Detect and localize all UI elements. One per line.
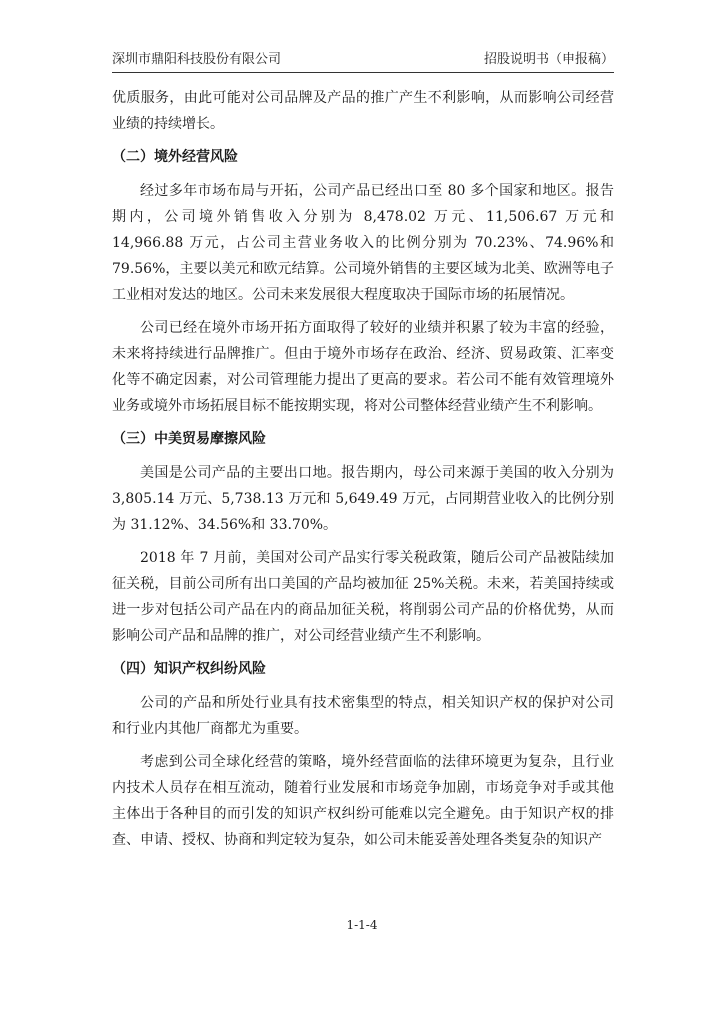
ip-dispute-paragraph-2: 考虑到公司全球化经营的策略，境外经营面临的法律环境更为复杂，且行业内技术人员存在相互流动，随着行业发展和市场竞争加剧，市场竞争对手或其他主体出于各种目的而引发的知识产权纠纷可能难以完全避免。由于知识产权的排查、申请、授权、协商和判定较为复杂，如公司未能妥善处理各类复杂的知识产 bbox=[112, 754, 614, 848]
document-body bbox=[112, 85, 614, 860]
trade-friction-paragraph-1: 美国是公司产品的主要出口地。报告期内，母公司来源于美国的收入分别为 3,805.14 万元、5,738.13 万元和 5,649.49 万元，占同期营业收入的比例分别为 31.12%、34.56%和 33.70%。 bbox=[112, 465, 614, 533]
section-heading-trade-friction-risk: （三）中美贸易摩擦风险 bbox=[112, 431, 266, 447]
page-number: 1-1-4 bbox=[346, 918, 378, 932]
intro-paragraph: 优质服务，由此可能对公司品牌及产品的推广产生不利影响，从而影响公司经营业绩的持续增长。 bbox=[112, 90, 614, 132]
section-heading-ip-dispute-risk: （四）知识产权纠纷风险 bbox=[112, 661, 266, 677]
trade-friction-paragraph-2: 2018 年 7 月前，美国对公司产品实行零关税政策，随后公司产品被陆续加征关税，目前公司所有出口美国的产品均被加征 25%关税。未来，若美国持续或进一步对包括公司产品在内的商品加征关税，将削弱公司产品的价格优势，从而影响公司产品和品牌的推广，对公司经营业绩产生不利影响。 bbox=[112, 550, 614, 644]
header-divider bbox=[112, 72, 614, 73]
header-document-type: 招股说明书（申报稿） bbox=[483, 52, 614, 67]
page-header bbox=[112, 50, 614, 70]
overseas-risk-paragraph-1: 经过多年市场布局与开拓，公司产品已经出口至 80 多个国家和地区。报告期内，公司境外销售收入分别为 8,478.02 万元、11,506.67 万元和 14,966.88 万元，占公司主营业务收入的比例分别为 70.23%、74.96%和 79.56%，主要以美元和欧元结算。公司境外销售的主要区域为北美、欧洲等电子工业相对发达的地区。公司未来发展很大程度取决于国际市场的拓展情况。 bbox=[112, 183, 614, 303]
section-heading-overseas-risk: （二）境外经营风险 bbox=[112, 149, 238, 165]
overseas-risk-paragraph-2: 公司已经在境外市场开拓方面取得了较好的业绩并积累了较为丰富的经验，未来将持续进行品牌推广。但由于境外市场存在政治、经济、贸易政策、汇率变化等不确定因素，对公司管理能力提出了更高的要求。若公司不能有效管理境外业务或境外市场拓展目标不能按期实现，将对公司整体经营业绩产生不利影响。 bbox=[112, 320, 614, 414]
ip-dispute-paragraph-1: 公司的产品和所处行业具有技术密集型的特点，相关知识产权的保护对公司和行业内其他厂商都尤为重要。 bbox=[112, 695, 614, 737]
header-company-name: 深圳市鼎阳科技股份有限公司 bbox=[112, 52, 282, 67]
